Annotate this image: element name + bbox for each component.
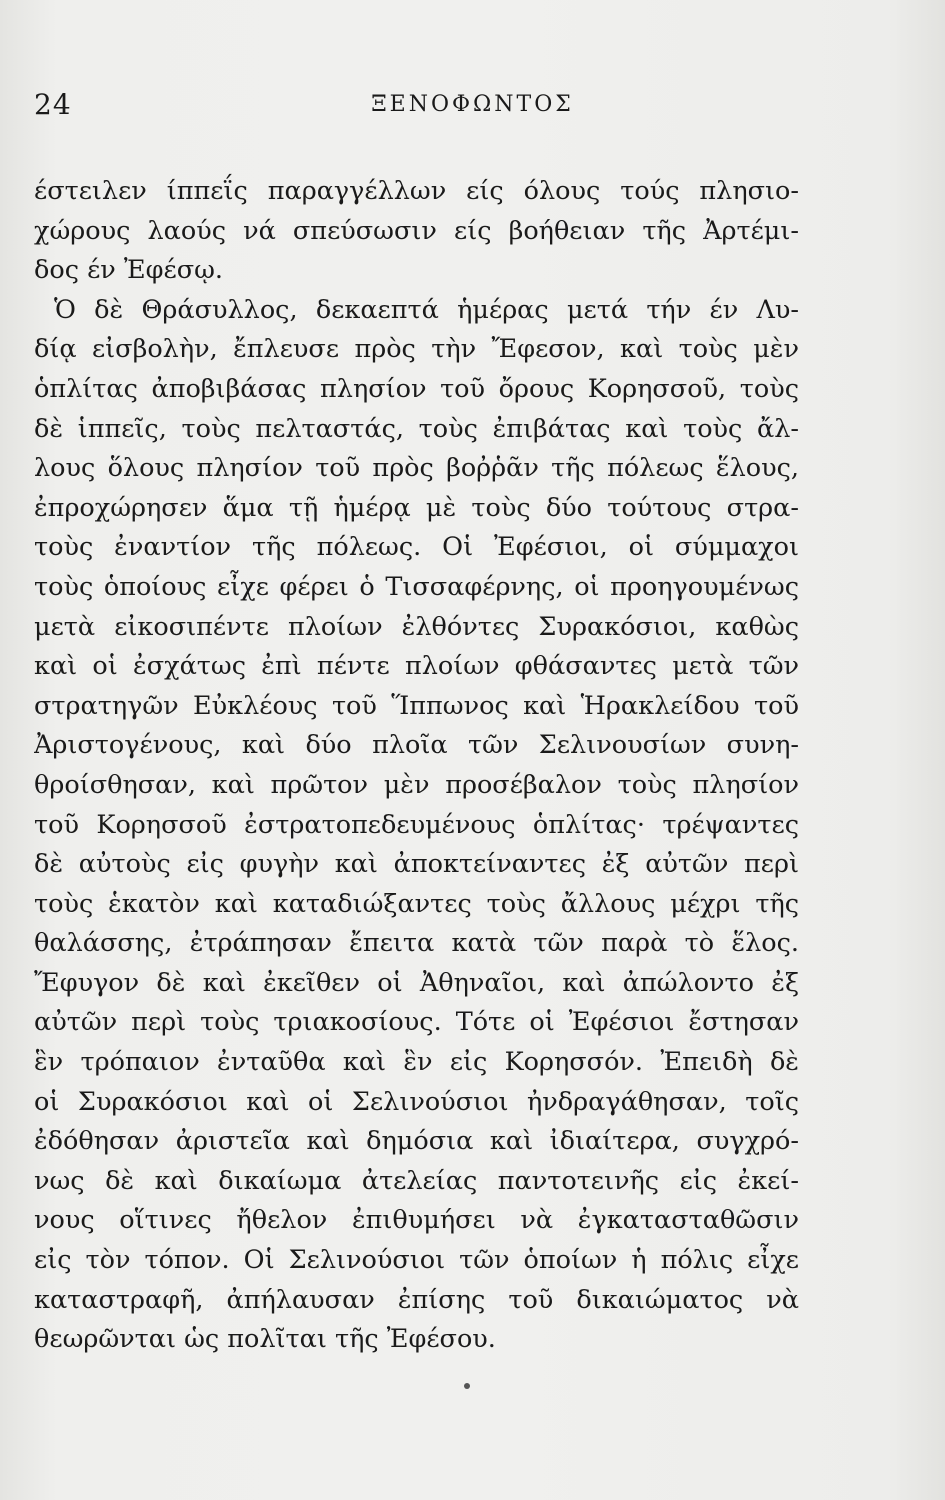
text-line: θεωρῶνται ὡς πολῖται τῆς Ἐφέσου. (34, 1324, 496, 1355)
running-title: ΞΕΝΟΦΩΝΤΟΣ (371, 92, 574, 117)
text-line: ὁπλίτας ἀποβιβάσας πλησίον τοῦ ὄρους Κορησσοῦ, τοὺς (34, 373, 799, 404)
text-line: δος έν Ἐφέσῳ. (34, 255, 224, 286)
page-header (0, 88, 945, 132)
text-line: λους ὅλους πλησίον τοῦ πρὸς βοῤῥᾶν τῆς πόλεως ἕλους, (34, 453, 799, 484)
text-line: δίᾳ εἰσβολὴν, ἔπλευσε πρὸς τὴν Ἔφεσον, καὶ τοὺς μὲν (34, 334, 799, 365)
text-line: δὲ αὐτοὺς εἰς φυγὴν καὶ ἀποκτείναντες ἐξ αὐτῶν περὶ (34, 849, 799, 880)
text-line: ἓν τρόπαιον ἐνταῦθα καὶ ἓν εἰς Κορησσόν. Ἐπειδὴ δὲ (34, 1047, 799, 1078)
text-line: έστειλεν ίππεΐς παραγγέλλων είς όλους τούς πλησιο- (34, 176, 799, 206)
text-line: δὲ ἱππεῖς, τοὺς πελταστάς, τοὺς ἐπιβάτας καὶ τοὺς ἄλ- (34, 413, 799, 444)
text-line: θαλάσσης, ἐτράπησαν ἔπειτα κατὰ τῶν παρὰ τὸ ἕλος. (34, 928, 799, 959)
text-line: νους οἵτινες ἤθελον ἐπιθυμήσει νὰ ἐγκατασταθῶσιν (34, 1205, 799, 1236)
text-line: Ἔφυγον δὲ καὶ ἐκεῖθεν οἱ Ἀθηναῖοι, καὶ ἀπώλοντο ἐξ (34, 967, 799, 998)
text-line: οἱ Συρακόσιοι καὶ οἱ Σελινούσιοι ἠνδραγάθησαν, τοῖς (34, 1086, 799, 1117)
text-line: καὶ οἱ ἐσχάτως ἐπὶ πέντε πλοίων φθάσαντες μετὰ τῶν (34, 651, 799, 682)
text-line: εἰς τὸν τόπον. Οἱ Σελινούσιοι τῶν ὁποίων ἡ πόλις εἶχε (34, 1245, 799, 1276)
text-line: αὐτῶν περὶ τοὺς τριακοσίους. Τότε οἱ Ἐφέσιοι ἔστησαν (34, 1007, 799, 1038)
text-line: τοὺς ὁποίους εἶχε φέρει ὁ Τισσαφέρνης, οἱ προηγουμένως (34, 571, 799, 602)
text-line: Ἀριστογένους, καὶ δύο πλοῖα τῶν Σελινουσίων συνη- (34, 730, 799, 761)
text-line: θροίσθησαν, καὶ πρῶτον μὲν προσέβαλον τοὺς πλησίον (34, 769, 799, 800)
text-line: χώρους λαούς νά σπεύσωσιν είς βοήθειαν τῆς Ἀρτέμι- (34, 215, 799, 246)
text-line: τοῦ Κορησσοῦ ἐστρατοπεδευμένους ὁπλίτας· τρέψαντες (34, 809, 799, 840)
text-line: μετὰ εἰκοσιπέντε πλοίων ἐλθόντες Συρακόσιοι, καθὼς (34, 611, 799, 642)
text-line: ἐδόθησαν ἀριστεῖα καὶ δημόσια καὶ ἰδιαίτερα, συγχρό- (34, 1126, 799, 1157)
page-number: 24 (34, 88, 72, 121)
text-line: Ὁ δὲ Θράσυλλος, δεκαεπτά ἡμέρας μετά τήν έν Λυ- (54, 294, 799, 325)
body-text (34, 172, 799, 1360)
ornament-dot (464, 1383, 470, 1389)
text-line: ἐπροχώρησεν ἅμα τῇ ἡμέρᾳ μὲ τοὺς δύο τούτους στρα- (34, 492, 799, 523)
text-line: τοὺς ἐναντίον τῆς πόλεως. Οἱ Ἐφέσιοι, οἱ σύμμαχοι (34, 532, 799, 563)
text-line: τοὺς ἑκατὸν καὶ καταδιώξαντες τοὺς ἄλλους μέχρι τῆς (34, 888, 799, 919)
text-line: καταστραφῆ, ἀπήλαυσαν ἐπίσης τοῦ δικαιώματος νὰ (34, 1284, 799, 1315)
text-line: νως δὲ καὶ δικαίωμα ἀτελείας παντοτεινῆς εἰς ἐκεί- (34, 1165, 799, 1196)
text-line: στρατηγῶν Εὐκλέους τοῦ Ἵππωνος καὶ Ἡρακλείδου τοῦ (34, 690, 799, 721)
